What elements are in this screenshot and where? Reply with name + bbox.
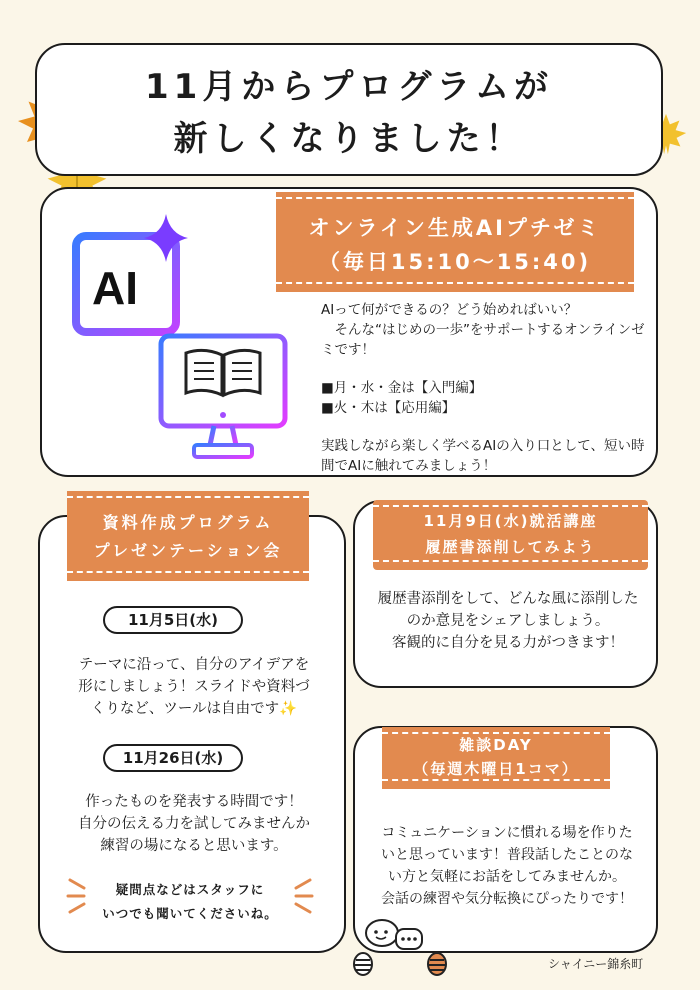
ai-schedule-2: ■火・木は【応用編】 xyxy=(321,400,456,416)
ai-desc-1: AIって何ができるの？どう始めればいい？ xyxy=(321,302,578,318)
ai-banner-title: オンライン生成AIプチゼミ xyxy=(308,216,602,240)
staff-note xyxy=(70,878,310,926)
presentation-text-1 xyxy=(56,654,332,720)
computer-book-icon xyxy=(158,333,288,463)
chat-bubble-icon xyxy=(362,915,424,955)
text-line: テーマに沿って、自分のアイデアを xyxy=(78,657,310,673)
chat-day-title: 雑談DAY xyxy=(459,736,533,754)
presentation-banner-line2: プレゼンテーション会 xyxy=(93,541,283,560)
text-line: 自分の伝える力を試してみませんか xyxy=(78,816,310,832)
text-line: のか意見をシェアしましょう。 xyxy=(406,613,610,629)
ai-closing: 実践しながら楽しく学べるAIの入り口として、短い時間でAIに触れてみましょう！ xyxy=(321,438,645,474)
text-line: 作ったものを発表する時間です！ xyxy=(85,794,303,810)
text-line: 履歴書添削をして、どんな風に添削した xyxy=(377,591,639,607)
presentation-text-2 xyxy=(56,791,332,857)
footprint-icon xyxy=(352,950,374,976)
chat-day-schedule: （毎週木曜日1コマ） xyxy=(413,760,579,778)
date-pill: 11月26日(水) xyxy=(103,744,243,772)
ai-banner-time: （毎日15:10～15:40) xyxy=(318,250,592,274)
page-title-line2: 新しくなりました！ xyxy=(173,119,525,159)
svg-text:AI: AI xyxy=(92,262,138,314)
chat-day-banner xyxy=(382,727,610,789)
text-line: コミュニケーションに慣れる場を作りた xyxy=(381,825,633,841)
job-seminar-title: 11月9日(水)就活講座 xyxy=(423,512,598,530)
page-title-line1: 11月からプログラムが xyxy=(145,67,553,107)
text-line: い方と気軽にお話をしてみませんか。 xyxy=(388,869,626,885)
job-seminar-text xyxy=(363,588,653,654)
title-box xyxy=(35,43,663,176)
ai-schedule-1: ■月・水・金は【入門編】 xyxy=(321,380,483,396)
text-line: 形にしましょう！スライドや資料づ xyxy=(78,679,310,695)
footer-location: シャイニー錦糸町 xyxy=(548,957,644,971)
emphasis-lines-icon xyxy=(292,874,314,918)
text-line: いと思っています！普段話したことのな xyxy=(381,847,633,863)
footprint-icon xyxy=(426,950,448,976)
job-seminar-subtitle: 履歴書添削してみよう xyxy=(425,538,596,556)
note-line: 疑問点などはスタッフに xyxy=(115,882,265,897)
ai-desc-2: そんな“はじめの一歩”をサポートするオンラインゼミです！ xyxy=(321,322,645,358)
chat-day-text xyxy=(361,822,653,910)
ai-seminar-banner xyxy=(276,192,634,292)
text-line: くりなど、ツールは自由です✨ xyxy=(90,701,298,717)
text-line: 会話の練習や気分転換にぴったりです！ xyxy=(381,891,633,907)
ai-sparkle-icon xyxy=(70,212,200,337)
presentation-banner xyxy=(67,491,309,581)
presentation-banner-line1: 資料作成プログラム xyxy=(102,513,274,532)
ai-description xyxy=(321,300,651,476)
text-line: 練習の場になると思います。 xyxy=(100,838,288,854)
text-line: 客観的に自分を見る力がつきます！ xyxy=(392,635,624,651)
job-seminar-banner xyxy=(373,500,648,570)
note-line: いつでも聞いてくださいね。 xyxy=(102,906,278,921)
date-pill: 11月5日(水) xyxy=(103,606,243,634)
